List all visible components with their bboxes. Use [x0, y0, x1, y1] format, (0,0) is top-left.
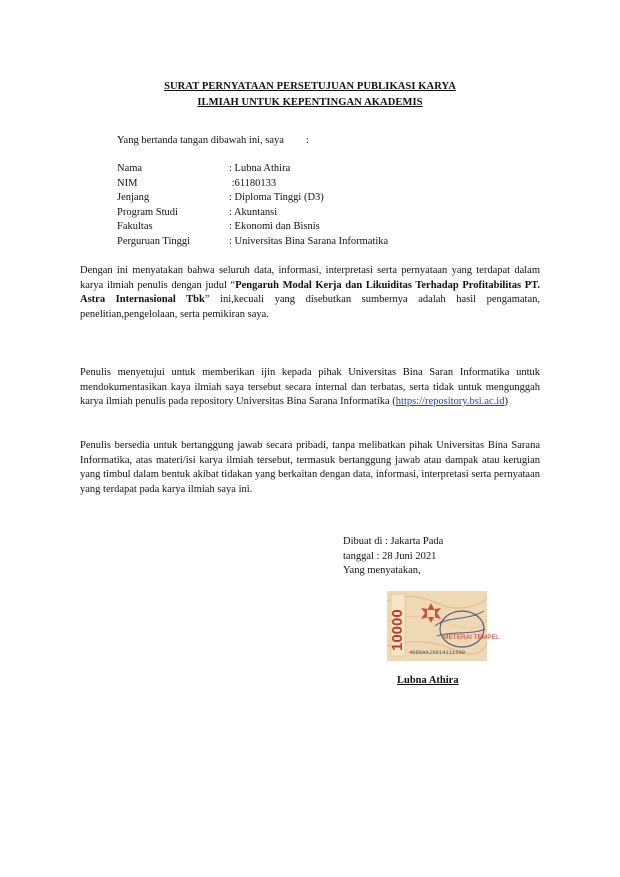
paragraph1-after: ” ini,kecuali yang disebutkan sumbernya adalah hasil pengamatan, penelitian,pengelolaan, serta pemikiran saya.	[80, 294, 540, 320]
intro-colon: :	[305, 135, 309, 146]
identity-row	[117, 206, 388, 221]
meterai-serial: 4068AAJX014111699	[409, 649, 466, 656]
identity-value: :61180133	[229, 177, 277, 189]
identity-row	[117, 235, 388, 250]
signature-closing: Yang menyatakan,	[343, 565, 421, 577]
identity-row	[117, 162, 388, 177]
identity-label: Perguruan Tinggi	[117, 235, 191, 247]
paragraph1-before: Dengan ini menyatakan bahwa seluruh data, informasi, interpretasi serta pernyataan yang terdapat dalam karya ilmiah penulis dengan judul “	[80, 265, 540, 291]
thesis-title: Pengaruh Modal Kerja dan Likuiditas Terhadap Profitabilitas PT. Astra Internasional Tbk	[80, 279, 540, 306]
consent-paragraph	[80, 366, 540, 410]
intro-line	[117, 135, 309, 146]
identity-value: : Lubna Athira	[229, 163, 291, 174]
paragraph2-before: Penulis menyetujui untuk memberikan ijin kepada pihak Universitas Bina Saran Informatika untuk mendokumentasikan kaya ilmiah saya tersebut secara internal dan terbatas, serta tidak untuk mengunggah karya ilmiah penulis pada repository Universitas Bina Sarana Informatika (	[80, 367, 540, 408]
meterai-amount: 10000	[389, 609, 406, 651]
meterai-stamp	[387, 591, 500, 661]
intro-text: Yang bertanda tangan dibawah ini, saya	[117, 135, 284, 146]
identity-table	[117, 162, 388, 249]
identity-row	[117, 220, 388, 235]
document-title	[60, 79, 560, 111]
signer-name: Lubna Athira	[397, 675, 459, 686]
identity-label: Jenjang	[117, 192, 150, 203]
identity-value: : Diploma Tinggi (D3)	[229, 192, 324, 203]
identity-row	[117, 191, 388, 206]
repository-link[interactable]: https://repository.bsi.ac.id	[395, 396, 505, 408]
statement-paragraph	[80, 264, 540, 322]
meterai-label: METERAI TEMPEL	[443, 634, 500, 641]
title-line-2: ILMIAH UNTUK KEPENTINGAN AKADEMIS	[197, 97, 423, 108]
signature-place: Dibuat di : Jakarta Pada	[343, 536, 444, 547]
identity-row	[117, 177, 388, 192]
identity-label: NIM	[117, 177, 138, 189]
paragraph2-after: )	[504, 396, 508, 408]
identity-value: : Ekonomi dan Bisnis	[229, 221, 320, 232]
identity-label: Program Studi	[117, 206, 178, 218]
identity-value: : Universitas Bina Sarana Informatika	[229, 235, 389, 247]
signature-block	[343, 535, 443, 579]
identity-label: Nama	[117, 163, 143, 174]
identity-value: : Akuntansi	[229, 206, 278, 218]
responsibility-paragraph: Penulis bersedia untuk bertanggung jawab secara pribadi, tanpa melibatkan pihak Universitas Bina Sarana Informatika, atas materi/isi karya ilmiah tersebut, termasuk bertanggung jawab atau dampak atau kerugian yang timbul dalam bentuk akibat tidakan yang berkaitan dengan data, informasi, interpretasi serta pernyataan yang terdapat pada karya ilmiah saya ini.	[80, 440, 540, 495]
meterai-stamp-graphic	[387, 591, 500, 661]
identity-label: Fakultas	[117, 221, 153, 232]
title-line-1: SURAT PERNYATAAN PERSETUJUAN PUBLIKASI KARYA	[164, 81, 456, 92]
signature-date: tanggal : 28 Juni 2021	[343, 550, 437, 562]
